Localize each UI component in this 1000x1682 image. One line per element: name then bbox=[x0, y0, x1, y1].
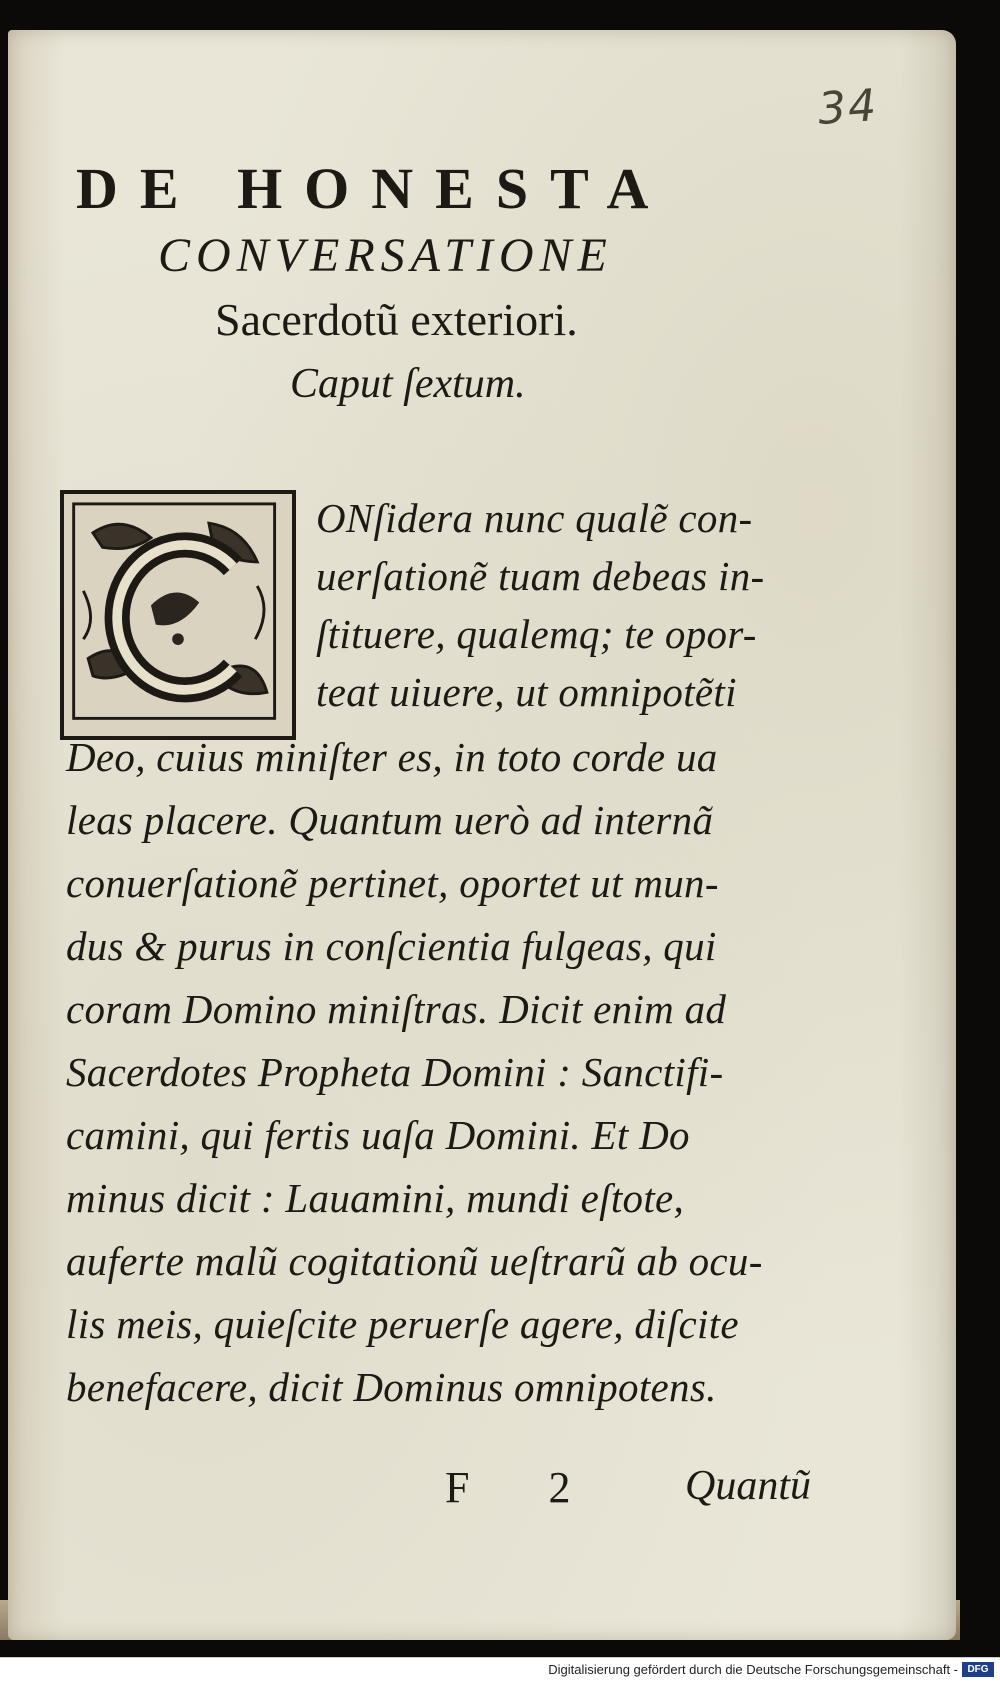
text-line-1: ONſidera nunc qualẽ con- bbox=[316, 495, 753, 541]
text-line-12: minus dicit : Lauamini, mundi eſtote, bbox=[66, 1175, 685, 1221]
footer-credit: Digitalisierung gefördert durch die Deutsche Forschungsgemeinschaft - bbox=[548, 1662, 958, 1677]
dfg-logo: DFG bbox=[962, 1662, 994, 1677]
text-line-3: ſtituere, qualemq; te opor- bbox=[316, 611, 757, 657]
text-line-9: coram Domino miniſtras. Dicit enim ad bbox=[66, 986, 727, 1032]
digitization-footer bbox=[0, 1657, 1000, 1682]
folio-number: 34 bbox=[816, 79, 880, 136]
text-line-11: camini, qui fertis uaſa Domini. Et Do bbox=[66, 1112, 690, 1158]
text-line-14: lis meis, quieſcite peruerſe agere, diſcite bbox=[66, 1301, 739, 1347]
text-line-13: auferte malũ cogitationũ ueſtrarũ ab ocu- bbox=[66, 1238, 763, 1284]
heading-line-1: DE HONESTA bbox=[76, 156, 671, 221]
text-line-2: uerſationẽ tuam debeas in- bbox=[316, 553, 765, 599]
text-line-8: dus & purus in conſcientia fulgeas, qui bbox=[66, 923, 717, 969]
signature-mark: F 2 bbox=[445, 1463, 605, 1512]
text-line-6: leas placere. Quantum uerò ad internã bbox=[66, 797, 714, 843]
catchword: Quantũ bbox=[685, 1463, 811, 1509]
decorated-initial-c bbox=[60, 490, 296, 740]
floral-initial-ornament-icon bbox=[64, 494, 292, 736]
text-line-7: conuerſationẽ pertinet, oportet ut mun- bbox=[66, 860, 719, 906]
heading-line-2: CONVERSATIONE bbox=[158, 229, 613, 282]
chapter-label: Caput ſextum. bbox=[290, 361, 526, 407]
heading-line-3: Sacerdotũ exteriori. bbox=[215, 294, 578, 345]
text-line-10: Sacerdotes Propheta Domini : Sanctifi- bbox=[66, 1049, 724, 1095]
text-line-15: benefacere, dicit Dominus omnipotens. bbox=[66, 1364, 717, 1410]
text-line-4: teat uiuere, ut omnipotẽti bbox=[316, 669, 737, 715]
text-line-5: Deo, cuius miniſter es, in toto corde ua bbox=[66, 734, 718, 780]
